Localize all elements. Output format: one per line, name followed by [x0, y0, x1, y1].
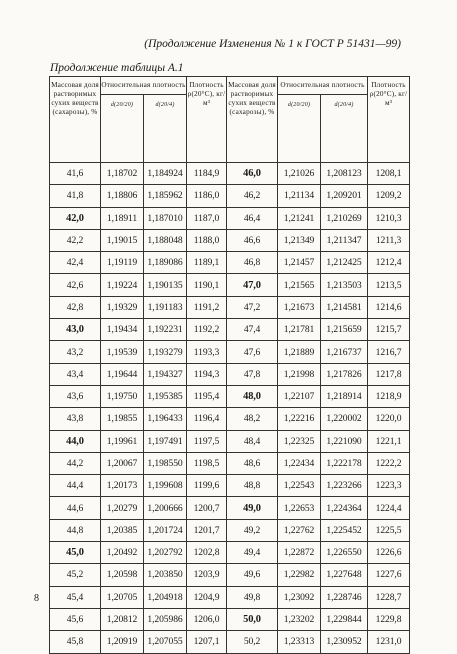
- table-cell: 1,19855: [101, 408, 144, 430]
- table-row: [50, 163, 410, 185]
- table-cell: 1,21565: [278, 274, 321, 296]
- table-cell: 45,6: [50, 608, 101, 630]
- table-cell: 1228,7: [368, 586, 410, 608]
- table-cell: 1216,7: [368, 341, 410, 363]
- table-cell: 1,18911: [101, 207, 144, 229]
- table-cell: 1,22982: [278, 564, 321, 586]
- table-cell: 1,227648: [321, 564, 368, 586]
- table-cell: 1,20067: [101, 452, 144, 474]
- table-cell: 1,20705: [101, 586, 144, 608]
- table-cell: 1,199608: [144, 475, 187, 497]
- table-cell: 1,20279: [101, 497, 144, 519]
- header-density-right: Плотность ρ(20°C), кг/м³: [368, 77, 410, 163]
- table-row: [50, 408, 410, 430]
- table-cell: 49,0: [227, 497, 278, 519]
- table-cell: 47,4: [227, 319, 278, 341]
- table-cell: 1,230952: [321, 631, 368, 653]
- table-cell: 1,21998: [278, 363, 321, 385]
- table-cell: 1,18702: [101, 163, 144, 185]
- table-cell: 1201,7: [187, 519, 227, 541]
- table-cell: 1,19434: [101, 319, 144, 341]
- table-cell: 42,2: [50, 229, 101, 251]
- table-cell: 1208,1: [368, 163, 410, 185]
- table-cell: 46,0: [227, 163, 278, 185]
- table-cell: 1,20492: [101, 542, 144, 564]
- table-cell: 45,0: [50, 542, 101, 564]
- density-table: [49, 76, 410, 654]
- table-cell: 1229,8: [368, 608, 410, 630]
- table-row: [50, 229, 410, 251]
- table-cell: 44,0: [50, 430, 101, 452]
- table-cell: 1204,9: [187, 586, 227, 608]
- table-cell: 48,8: [227, 475, 278, 497]
- table-row: [50, 341, 410, 363]
- table-cell: 1,226550: [321, 542, 368, 564]
- table-cell: 1,193279: [144, 341, 187, 363]
- table-cell: 1207,1: [187, 631, 227, 653]
- table-cell: 1184,9: [187, 163, 227, 185]
- table-cell: 1,214581: [321, 296, 368, 318]
- table-cell: 43,8: [50, 408, 101, 430]
- header-d20-4-right: d(20/4): [321, 95, 368, 163]
- table-cell: 1,22434: [278, 452, 321, 474]
- table-row: [50, 430, 410, 452]
- table-cell: 1,22216: [278, 408, 321, 430]
- table-cell: 1,21026: [278, 163, 321, 185]
- table-cell: 1202,8: [187, 542, 227, 564]
- table-cell: 42,8: [50, 296, 101, 318]
- table-cell: 1,20385: [101, 519, 144, 541]
- table-cell: 48,6: [227, 452, 278, 474]
- table-cell: 1,196433: [144, 408, 187, 430]
- table-row: [50, 608, 410, 630]
- table-cell: 44,4: [50, 475, 101, 497]
- table-cell: 1,192231: [144, 319, 187, 341]
- table-cell: 46,6: [227, 229, 278, 251]
- table-cell: 1,189086: [144, 252, 187, 274]
- table-cell: 1,21241: [278, 207, 321, 229]
- table-cell: 1,21457: [278, 252, 321, 274]
- table-cell: 49,8: [227, 586, 278, 608]
- table-cell: 1,209201: [321, 185, 368, 207]
- table-cell: 45,2: [50, 564, 101, 586]
- table-cell: 42,0: [50, 207, 101, 229]
- table-cell: 1,191183: [144, 296, 187, 318]
- table-cell: 1,187010: [144, 207, 187, 229]
- table-row: [50, 475, 410, 497]
- table-cell: 1,201724: [144, 519, 187, 541]
- table-row: [50, 542, 410, 564]
- document-header: (Продолжение Изменения № 1 к ГОСТ Р 51431—99): [144, 38, 401, 50]
- table-cell: 1,225452: [321, 519, 368, 541]
- table-cell: 1,221090: [321, 430, 368, 452]
- table-cell: 1,229844: [321, 608, 368, 630]
- table-cell: 1195,4: [187, 385, 227, 407]
- table-cell: 1231,0: [368, 631, 410, 653]
- page-number: 8: [34, 593, 39, 604]
- table-cell: 50,0: [227, 608, 278, 630]
- table-cell: 1188,0: [187, 229, 227, 251]
- table-cell: 1198,5: [187, 452, 227, 474]
- table-cell: 1,220002: [321, 408, 368, 430]
- table-cell: 43,4: [50, 363, 101, 385]
- table-row: [50, 274, 410, 296]
- table-cell: 1,19119: [101, 252, 144, 274]
- table-cell: 1,203850: [144, 564, 187, 586]
- table-cell: 1,215659: [321, 319, 368, 341]
- table-cell: 1,19539: [101, 341, 144, 363]
- header-d20-4-left: d(20/4): [144, 95, 187, 163]
- header-d20-20-left: d(20/20): [101, 95, 144, 163]
- table-cell: 1193,3: [187, 341, 227, 363]
- table-row: [50, 452, 410, 474]
- table-row: [50, 586, 410, 608]
- table-cell: 1,22762: [278, 519, 321, 541]
- table-cell: 1210,3: [368, 207, 410, 229]
- table-cell: 49,6: [227, 564, 278, 586]
- table-cell: 43,0: [50, 319, 101, 341]
- table-cell: 1226,6: [368, 542, 410, 564]
- table-row: [50, 185, 410, 207]
- table-cell: 1191,2: [187, 296, 227, 318]
- table-cell: 1189,1: [187, 252, 227, 274]
- table-cell: 1,188048: [144, 229, 187, 251]
- table-cell: 1206,0: [187, 608, 227, 630]
- table-cell: 44,2: [50, 452, 101, 474]
- table-cell: 1,23092: [278, 586, 321, 608]
- table-cell: 1,218914: [321, 385, 368, 407]
- table-row: [50, 296, 410, 318]
- table-row: [50, 564, 410, 586]
- table-cell: 1,18806: [101, 185, 144, 207]
- table-cell: 1,19015: [101, 229, 144, 251]
- table-cell: 1190,1: [187, 274, 227, 296]
- table-cell: 1,223266: [321, 475, 368, 497]
- table-cell: 1,22107: [278, 385, 321, 407]
- table-row: [50, 207, 410, 229]
- table-cell: 1,208123: [321, 163, 368, 185]
- table-cell: 1,20919: [101, 631, 144, 653]
- table-cell: 44,6: [50, 497, 101, 519]
- table-cell: 50,2: [227, 631, 278, 653]
- table-cell: 1,222178: [321, 452, 368, 474]
- table-cell: 1194,3: [187, 363, 227, 385]
- table-cell: 1217,8: [368, 363, 410, 385]
- table-cell: 48,0: [227, 385, 278, 407]
- table-cell: 1227,6: [368, 564, 410, 586]
- table-cell: 1187,0: [187, 207, 227, 229]
- table-cell: 1197,5: [187, 430, 227, 452]
- table-cell: 1,19961: [101, 430, 144, 452]
- table-cell: 46,8: [227, 252, 278, 274]
- table-cell: 1,19750: [101, 385, 144, 407]
- table-row: [50, 497, 410, 519]
- table-cell: 1,19224: [101, 274, 144, 296]
- table-cell: 1,228746: [321, 586, 368, 608]
- header-mass-fraction-right: Массовая доля растворимых сухих веществ (сахарозы), %: [227, 77, 278, 163]
- table-cell: 1211,3: [368, 229, 410, 251]
- table-cell: 45,8: [50, 631, 101, 653]
- table-cell: 1,200666: [144, 497, 187, 519]
- table-row: [50, 385, 410, 407]
- table-cell: 47,0: [227, 274, 278, 296]
- table-row: [50, 319, 410, 341]
- table-cell: 1213,5: [368, 274, 410, 296]
- table-cell: 1,185962: [144, 185, 187, 207]
- table-row: [50, 519, 410, 541]
- table-cell: 1215,7: [368, 319, 410, 341]
- table-cell: 44,8: [50, 519, 101, 541]
- table-cell: 1,22543: [278, 475, 321, 497]
- table-cell: 1220,0: [368, 408, 410, 430]
- table-cell: 1192,2: [187, 319, 227, 341]
- header-density-left: Плотность ρ(20°C), кг/м³: [187, 77, 227, 163]
- table-cell: 1,22325: [278, 430, 321, 452]
- table-row: [50, 252, 410, 274]
- table-cell: 1,19329: [101, 296, 144, 318]
- table-cell: 1,197491: [144, 430, 187, 452]
- table-cell: 42,4: [50, 252, 101, 274]
- table-cell: 49,4: [227, 542, 278, 564]
- table-cell: 1,21673: [278, 296, 321, 318]
- table-cell: 47,2: [227, 296, 278, 318]
- table-row: [50, 363, 410, 385]
- table-cell: 43,6: [50, 385, 101, 407]
- table-cell: 1,21134: [278, 185, 321, 207]
- table-cell: 46,2: [227, 185, 278, 207]
- table-cell: 1,202792: [144, 542, 187, 564]
- table-cell: 1,212425: [321, 252, 368, 274]
- table-cell: 1196,4: [187, 408, 227, 430]
- table-cell: 1,23202: [278, 608, 321, 630]
- table-header: [50, 77, 410, 163]
- table-cell: 1212,4: [368, 252, 410, 274]
- table-body: [50, 163, 410, 654]
- table-cell: 1,198550: [144, 452, 187, 474]
- table-cell: 1,190135: [144, 274, 187, 296]
- table-cell: 1,22872: [278, 542, 321, 564]
- table-cell: 1,23313: [278, 631, 321, 653]
- table-cell: 1,20598: [101, 564, 144, 586]
- table-caption: Продолжение таблицы А.1: [50, 62, 184, 74]
- table-cell: 1209,2: [368, 185, 410, 207]
- table-cell: 1,207055: [144, 631, 187, 653]
- header-relative-density-right: Относительная плотность: [278, 77, 368, 95]
- table-cell: 42,6: [50, 274, 101, 296]
- table-cell: 1225,5: [368, 519, 410, 541]
- table-cell: 1,194327: [144, 363, 187, 385]
- table-cell: 1,210269: [321, 207, 368, 229]
- table-cell: 1203,9: [187, 564, 227, 586]
- table-cell: 41,8: [50, 185, 101, 207]
- table-cell: 1200,7: [187, 497, 227, 519]
- table-cell: 1221,1: [368, 430, 410, 452]
- table-cell: 1,205986: [144, 608, 187, 630]
- header-d20-20-right: d(20/20): [278, 95, 321, 163]
- table-cell: 1222,2: [368, 452, 410, 474]
- table-cell: 1,204918: [144, 586, 187, 608]
- table-cell: 1,216737: [321, 341, 368, 363]
- table-cell: 1214,6: [368, 296, 410, 318]
- table-cell: 49,2: [227, 519, 278, 541]
- table-cell: 1,211347: [321, 229, 368, 251]
- table-cell: 1,20812: [101, 608, 144, 630]
- table-cell: 1199,6: [187, 475, 227, 497]
- table-cell: 1186,0: [187, 185, 227, 207]
- table-cell: 1218,9: [368, 385, 410, 407]
- table-cell: 43,2: [50, 341, 101, 363]
- table-cell: 1,21349: [278, 229, 321, 251]
- table-cell: 1,217826: [321, 363, 368, 385]
- header-relative-density-left: Относительная плотность: [101, 77, 187, 95]
- table-cell: 1,22653: [278, 497, 321, 519]
- table-cell: 1,21781: [278, 319, 321, 341]
- table-cell: 1,213503: [321, 274, 368, 296]
- table-cell: 46,4: [227, 207, 278, 229]
- table-cell: 1,195385: [144, 385, 187, 407]
- table-cell: 1,21889: [278, 341, 321, 363]
- table-cell: 1,224364: [321, 497, 368, 519]
- table-cell: 47,6: [227, 341, 278, 363]
- table-cell: 1224,4: [368, 497, 410, 519]
- table-row: [50, 631, 410, 653]
- table-cell: 48,2: [227, 408, 278, 430]
- table-cell: 47,8: [227, 363, 278, 385]
- table-cell: 1,20173: [101, 475, 144, 497]
- table-cell: 41,6: [50, 163, 101, 185]
- table-cell: 45,4: [50, 586, 101, 608]
- table-cell: 1,184924: [144, 163, 187, 185]
- table-cell: 1223,3: [368, 475, 410, 497]
- table-cell: 1,19644: [101, 363, 144, 385]
- table-cell: 48,4: [227, 430, 278, 452]
- header-mass-fraction-left: Массовая доля растворимых сухих веществ (сахарозы), %: [50, 77, 101, 163]
